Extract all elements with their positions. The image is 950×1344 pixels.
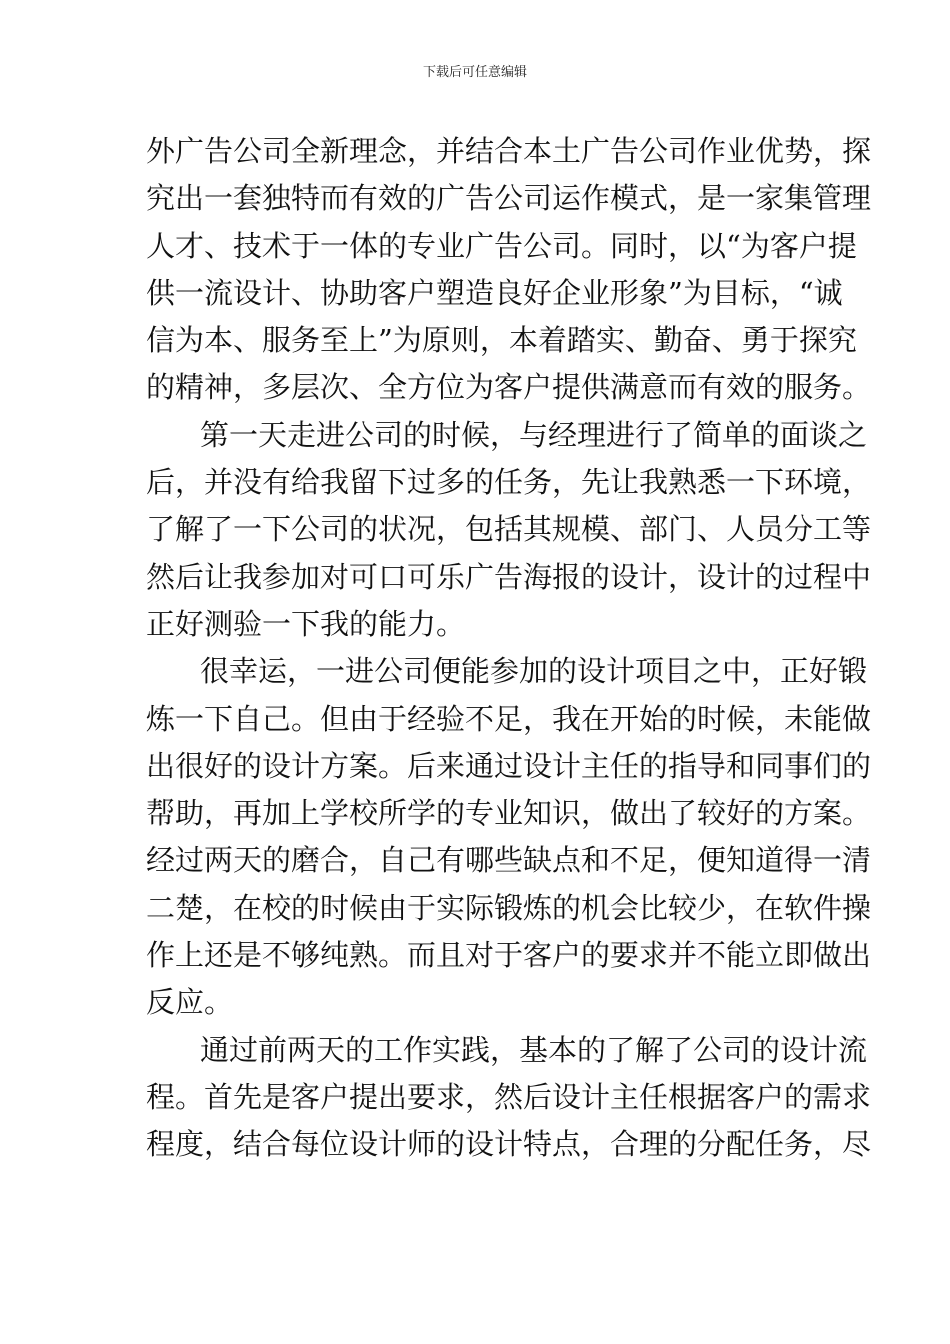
text-line: 程。首先是客户提出要求，然后设计主任根据客户的需求 — [146, 1079, 872, 1114]
text-line: 人才、技术于一体的专业广告公司。同时，以“为客户提 — [146, 228, 857, 263]
text-line: 作上还是不够纯熟。而且对于客户的要求并不能立即做出 — [146, 938, 872, 973]
text-line: 外广告公司全新理念，并结合本土广告公司作业优势，探 — [146, 134, 872, 168]
text-line: 帮助，再加上学校所学的专业知识，做出了较好的方案。 — [146, 796, 872, 831]
text-line: 了解了一下公司的状况，包括其规模、部门、人员分工等 — [146, 512, 872, 547]
text-line: 经过两天的磨合，自己有哪些缺点和不足，便知道得一清 — [146, 843, 872, 878]
body-text — [146, 128, 872, 1169]
paragraph-first-line: 通过前两天的工作实践，基本的了解了公司的设计流 — [200, 1032, 868, 1067]
text-line: 正好测验一下我的能力。 — [146, 606, 466, 641]
text-line: 究出一套独特而有效的广告公司运作模式，是一家集管理 — [146, 181, 872, 216]
text-line: 后，并没有给我留下过多的任务，先让我熟悉一下环境， — [146, 465, 872, 500]
text-line: 炼一下自己。但由于经验不足，我在开始的时候，未能做 — [146, 701, 872, 736]
text-line: 信为本、服务至上”为原则，本着踏实、勤奋、勇于探究 — [146, 323, 857, 358]
text-line: 的精神，多层次、全方位为客户提供满意而有效的服务。 — [146, 370, 872, 405]
text-line: 出很好的设计方案。后来通过设计主任的指导和同事们的 — [146, 748, 872, 783]
paragraph-first-line: 很幸运，一进公司便能参加的设计项目之中，正好锻 — [200, 654, 868, 689]
text-line: 然后让我参加对可口可乐广告海报的设计，设计的过程中 — [146, 559, 872, 594]
text-line: 程度，结合每位设计师的设计特点，合理的分配任务，尽 — [146, 1127, 872, 1162]
text-line: 供一流设计、协助客户塑造良好企业形象”为目标，“诚 — [146, 275, 843, 310]
paragraph-first-line: 第一天走进公司的时候，与经理进行了简单的面谈之 — [200, 417, 868, 452]
text-line: 二楚，在校的时候由于实际锻炼的机会比较少，在软件操 — [146, 890, 872, 925]
text-line: 反应。 — [146, 985, 234, 1020]
page-header: 下载后可任意编辑 — [422, 65, 527, 80]
